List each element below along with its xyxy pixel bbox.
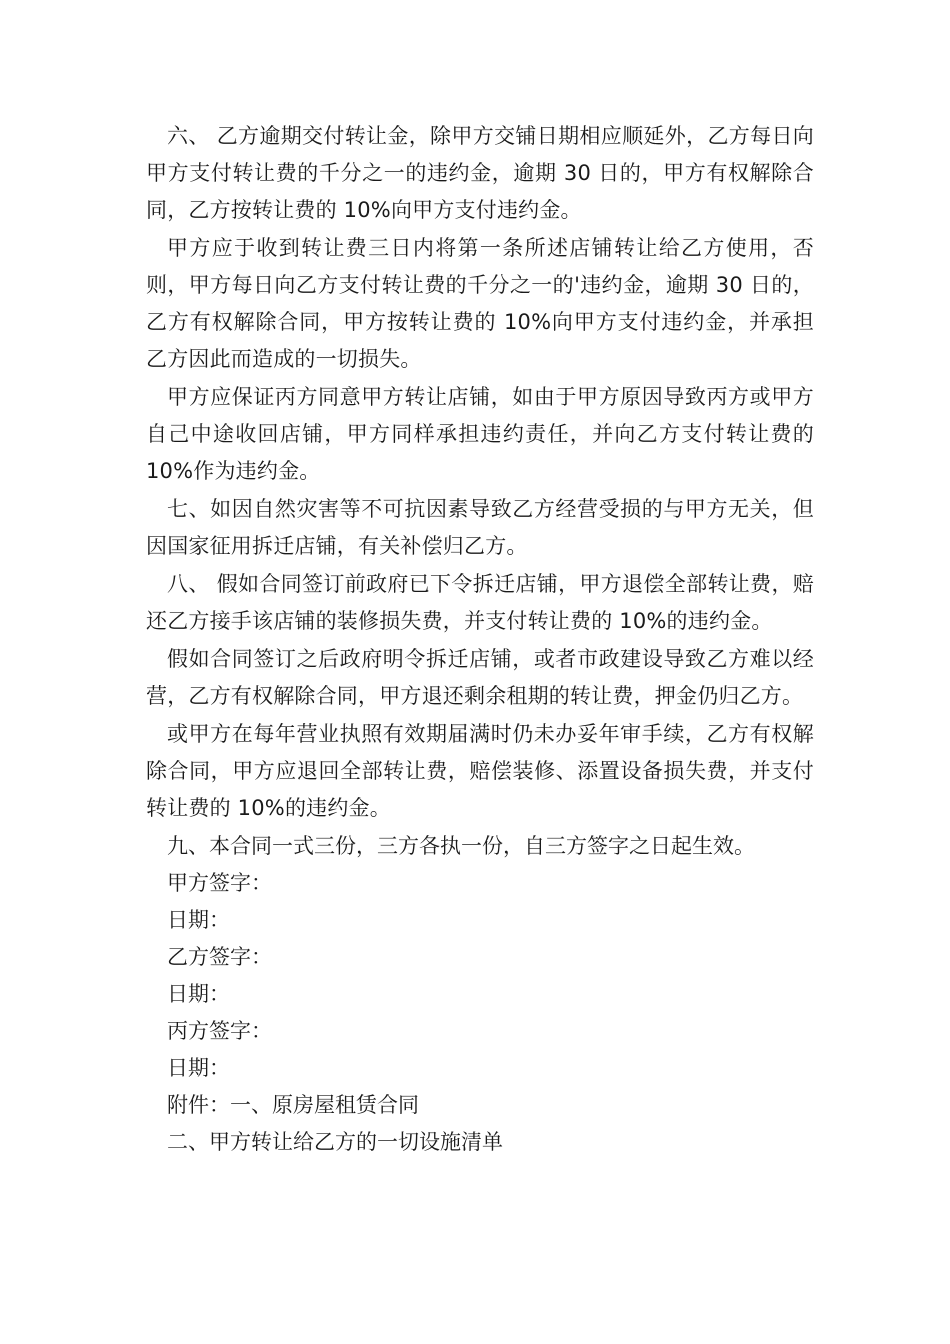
clause-8-demolition-before: 八、 假如合同签订前政府已下令拆迁店铺，甲方退偿全部转让费，赔还乙方接手该店铺的装修损失费，并支付转让费的 10%的违约金。 <box>146 572 814 633</box>
party-b-date-label: 日期： <box>167 982 230 1006</box>
clause-9-effect: 九、本合同一式三份，三方各执一份，自三方签字之日起生效。 <box>167 834 755 858</box>
clause-6-overdue-payment: 六、 乙方逾期交付转让金，除甲方交铺日期相应顺延外，乙方每日向甲方支付转让费的千分之一的违约金，逾期 30 日的，甲方有权解除合同，乙方按转让费的 10%向甲方支付违约金。 <box>146 124 814 222</box>
attachment-1: 附件：一、原房屋租赁合同 <box>167 1093 419 1117</box>
clause-6-party-c-consent: 甲方应保证丙方同意甲方转让店铺，如由于甲方原因导致丙方或甲方自己中途收回店铺，甲方同样承担违约责任，并向乙方支付转让费的 10%作为违约金。 <box>146 385 814 483</box>
clause-8-license-renewal: 或甲方在每年营业执照有效期届满时仍未办妥年审手续，乙方有权解除合同，甲方应退回全部转让费，赔偿装修、添置设备损失费，并支付转让费的 10%的违约金。 <box>146 722 814 820</box>
attachment-2: 二、甲方转让给乙方的一切设施清单 <box>167 1130 503 1154</box>
party-c-date-label: 日期： <box>167 1056 230 1080</box>
clause-8-demolition-after: 假如合同签订之后政府明令拆迁店铺，或者市政建设导致乙方难以经营，乙方有权解除合同，甲方退还剩余租期的转让费，押金仍归乙方。 <box>146 647 814 708</box>
party-a-signature-label: 甲方签字： <box>167 871 272 895</box>
clause-6-party-a-delivery: 甲方应于收到转让费三日内将第一条所述店铺转让给乙方使用，否则，甲方每日向乙方支付转让费的千分之一的'违约金，逾期 30 日的，乙方有权解除合同，甲方按转让费的 10%向甲方支付违约金，并承担乙方因此而造成的一切损失。 <box>146 236 814 371</box>
party-c-signature-label: 丙方签字： <box>167 1019 272 1043</box>
party-a-date-label: 日期： <box>167 908 230 932</box>
document-body <box>146 118 814 1161</box>
party-b-signature-label: 乙方签字： <box>167 945 272 969</box>
clause-7-force-majeure: 七、如因自然灾害等不可抗因素导致乙方经营受损的与甲方无关，但因国家征用拆迁店铺，有关补偿归乙方。 <box>146 497 814 558</box>
